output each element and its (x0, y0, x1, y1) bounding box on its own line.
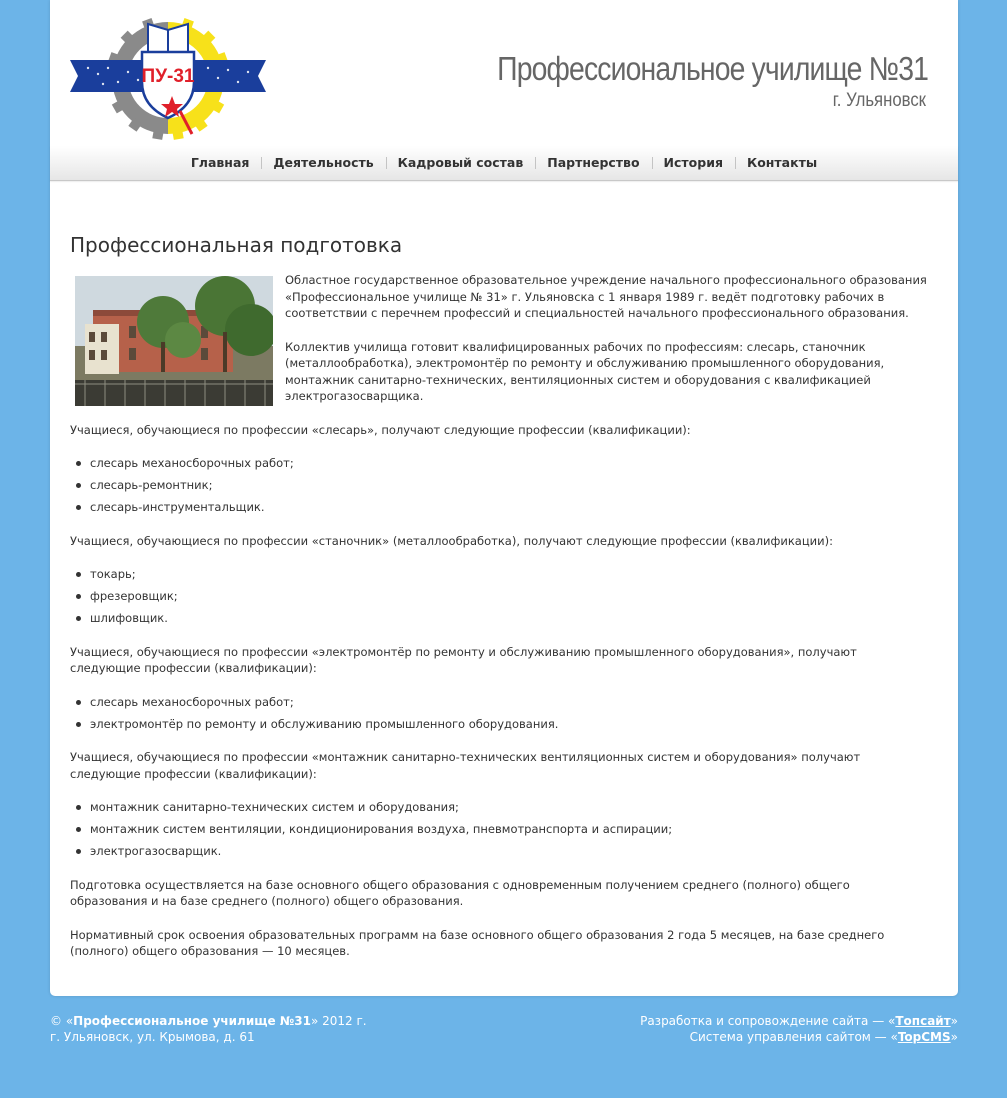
installer-intro: Учащиеся, обучающиеся по профессии «монтажник санитарно-технических вентиляционных систем и оборудования» получают следующие профессии (квалификации): (70, 750, 861, 781)
main-content (70, 272, 930, 977)
professions-paragraph: Коллектив училища готовит квалифицированных рабочих по профессиям: слесарь, станочник (металлообработка), электромонтёр по ремонту и обслуживанию промышленного оборудования, монтажник санитарно-технических, вентиляционных систем и оборудования с квалификацией электрогазосварщика. (285, 339, 885, 403)
nav-item-history[interactable]: История (652, 146, 735, 180)
footer-copyright (50, 1013, 367, 1029)
list-item: электрогазосварщик. (70, 843, 930, 860)
duration-paragraph: Нормативный срок освоения образовательных программ на базе основного общего образования 2 года 5 месяцев, на базе среднего (полного) общего образования — 10 месяцев. (70, 927, 885, 958)
list-item: монтажник санитарно-технических систем и оборудования; (70, 799, 930, 816)
electrician-list (70, 694, 930, 733)
copyright-suffix: » 2012 г. (310, 1014, 367, 1028)
list-item: слесарь механосборочных работ; (70, 455, 930, 472)
page-title: Профессиональная подготовка (70, 233, 403, 257)
site-city: г. Ульяновск (832, 90, 926, 111)
developer-link[interactable]: Топсайт (895, 1014, 951, 1028)
nav-item-partnership[interactable]: Партнерство (535, 146, 651, 180)
machinist-list (70, 566, 930, 627)
footer-address: г. Ульяновск, ул. Крымова, д. 61 (50, 1030, 255, 1044)
footer-right (640, 1013, 958, 1045)
copyright-prefix: © « (50, 1014, 74, 1028)
main-nav (50, 146, 958, 181)
cms-link[interactable]: TopCMS (897, 1030, 951, 1044)
nav-item-home[interactable]: Главная (190, 155, 250, 170)
electrician-intro: Учащиеся, обучающиеся по профессии «электромонтёр по ремонту и обслуживанию промышленного оборудования», получают следующие профессии (квалификации): (70, 644, 857, 675)
list-item: фрезеровщик; (70, 588, 930, 605)
page-container (50, 0, 958, 996)
locksmith-intro: Учащиеся, обучающиеся по профессии «слесарь», получают следующие профессии (квалификации): (70, 422, 691, 437)
footer-left (50, 1013, 367, 1045)
nav-item-staff[interactable]: Кадровый состав (386, 146, 536, 180)
developer-suffix: » (950, 1014, 958, 1028)
list-item: слесарь механосборочных работ; (70, 694, 930, 711)
nav-item-contacts[interactable]: Контакты (735, 146, 829, 180)
footer-cms (640, 1029, 958, 1045)
footer-org-name: Профессиональное училище №31 (73, 1014, 311, 1028)
list-item: монтажник систем вентиляции, кондиционирования воздуха, пневмотранспорта и аспирации; (70, 821, 930, 838)
list-item: шлифовщик. (70, 610, 930, 627)
list-item: слесарь-инструментальщик. (70, 499, 930, 516)
site-logo[interactable] (68, 16, 272, 140)
locksmith-list (70, 455, 930, 516)
installer-list (70, 799, 930, 860)
school-building-photo (75, 276, 273, 406)
developer-prefix: Разработка и сопровождение сайта — « (640, 1014, 896, 1028)
site-title: Профессиональное училище №31 (497, 50, 928, 87)
list-item: токарь; (70, 566, 930, 583)
machinist-intro: Учащиеся, обучающиеся по профессии «станочник» (металлообработка), получают следующие профессии (квалификации): (70, 533, 833, 548)
list-item: слесарь-ремонтник; (70, 477, 930, 494)
svg-text:ПУ-31: ПУ-31 (141, 66, 195, 87)
education-basis-paragraph: Подготовка осуществляется на базе основного общего образования с одновременным получением среднего (полного) общего образования и на базе среднего (полного) общего образования. (70, 877, 850, 908)
cms-prefix: Система управления сайтом — « (689, 1030, 898, 1044)
footer-developer (640, 1013, 958, 1029)
intro-paragraph: Областное государственное образовательное учреждение начального профессионального образования «Профессиональное училище № 31» г. Ульяновска с 1 января 1989 г. ведёт подготовку рабочих в соответствии с перечнем профессий и специальностей начального профессионального образования. (285, 273, 927, 320)
cms-suffix: » (950, 1030, 958, 1044)
list-item: электромонтёр по ремонту и обслуживанию промышленного оборудования. (70, 716, 930, 733)
gear-logo-icon (68, 16, 272, 140)
nav-item-activity[interactable]: Деятельность (261, 146, 385, 180)
